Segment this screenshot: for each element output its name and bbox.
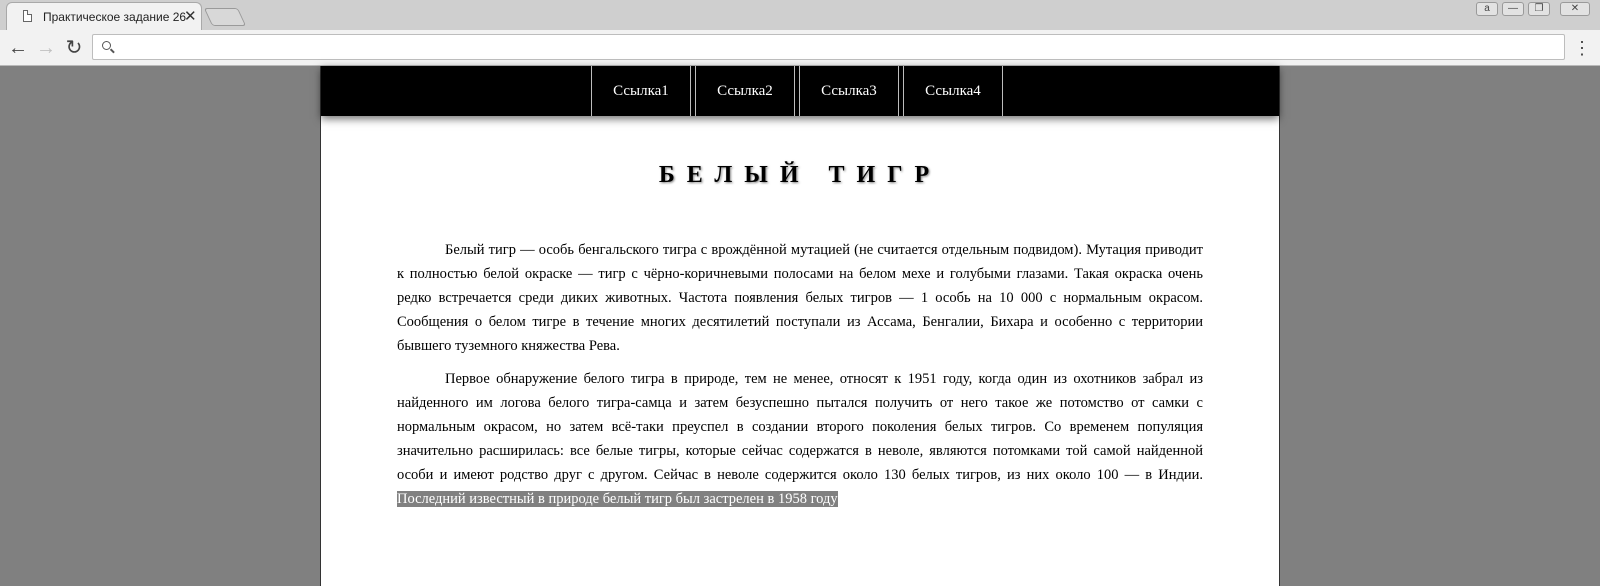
address-bar[interactable] <box>92 34 1565 60</box>
article-text <box>397 238 1203 520</box>
back-arrow-icon: ← <box>8 37 28 59</box>
page-title: БЕЛЫЙ ТИГР <box>658 162 942 188</box>
browser-toolbar <box>0 30 1600 66</box>
menu-dots-icon[interactable]: ⋮ <box>1573 38 1591 58</box>
paragraph-1-text: Белый тигр — особь бенгальского тигра с врождённой мутацией (не считается отдельным подвидом). Мутация приводит к полностью белой окраске — тигр с чёрно-коричневыми полосами на белом мехе и голубыми глазами. Такая окраска очень редко встречается среди диких животных. Частота появления белых тигров — 1 особь на 10 000 с нормальным окрасом. Сообщения о белом тигре в течение многих десятилетий поступали из Ассама, Бенгалии, Бихара и особенно с территории бывшего туземного княжества Рева. <box>397 242 1203 354</box>
user-profile-button[interactable]: a <box>1476 2 1498 16</box>
forward-arrow-icon: → <box>36 37 56 59</box>
search-icon <box>102 41 111 50</box>
address-input[interactable] <box>121 37 1555 59</box>
forward-button[interactable] <box>32 34 60 62</box>
tab-close-icon[interactable]: ✕ <box>184 8 197 25</box>
back-button[interactable] <box>4 34 32 62</box>
page-container <box>320 66 1280 586</box>
close-window-button[interactable]: ✕ <box>1560 2 1590 16</box>
tab-title: Практическое задание 26 <box>43 10 187 24</box>
nav-link-2[interactable]: Ссылка2 <box>695 66 795 116</box>
paragraph-2 <box>397 367 1203 511</box>
new-tab-button[interactable] <box>204 8 246 26</box>
selected-text: Последний известный в природе белый тигр был застрелен в 1958 году <box>397 491 838 507</box>
minimize-button[interactable]: — <box>1502 2 1524 16</box>
nav-links <box>591 66 1007 116</box>
top-navigation <box>321 66 1279 116</box>
paragraph-1 <box>397 238 1203 358</box>
paragraph-2-text: Первое обнаружение белого тигра в природе, тем не менее, относят к 1951 году, когда один из охотников забрал из найденного им логова белого тигра-самца и затем безуспешно пытался получить от него такое же потомство от самки с нормальным окрасом, но затем всё-таки преуспел в создании второго поколения белых тигров. Со временем популяция значительно расширилась: все белые тигры, которые сейчас содержатся в неволе, являются потомками той самой найденной особи и имеют родство друг с другом. Сейчас в неволе содержится около 130 белых тигров, из них около 100 — в Индии. <box>397 371 1203 483</box>
maximize-button[interactable]: ❐ <box>1528 2 1550 16</box>
tab-strip <box>0 0 1600 30</box>
nav-link-1[interactable]: Ссылка1 <box>591 66 691 116</box>
nav-link-3[interactable]: Ссылка3 <box>799 66 899 116</box>
nav-link-4[interactable]: Ссылка4 <box>903 66 1003 116</box>
page-icon <box>23 10 32 22</box>
reload-button[interactable] <box>60 34 88 62</box>
browser-tab[interactable] <box>6 2 202 30</box>
reload-icon: ↻ <box>65 37 83 59</box>
